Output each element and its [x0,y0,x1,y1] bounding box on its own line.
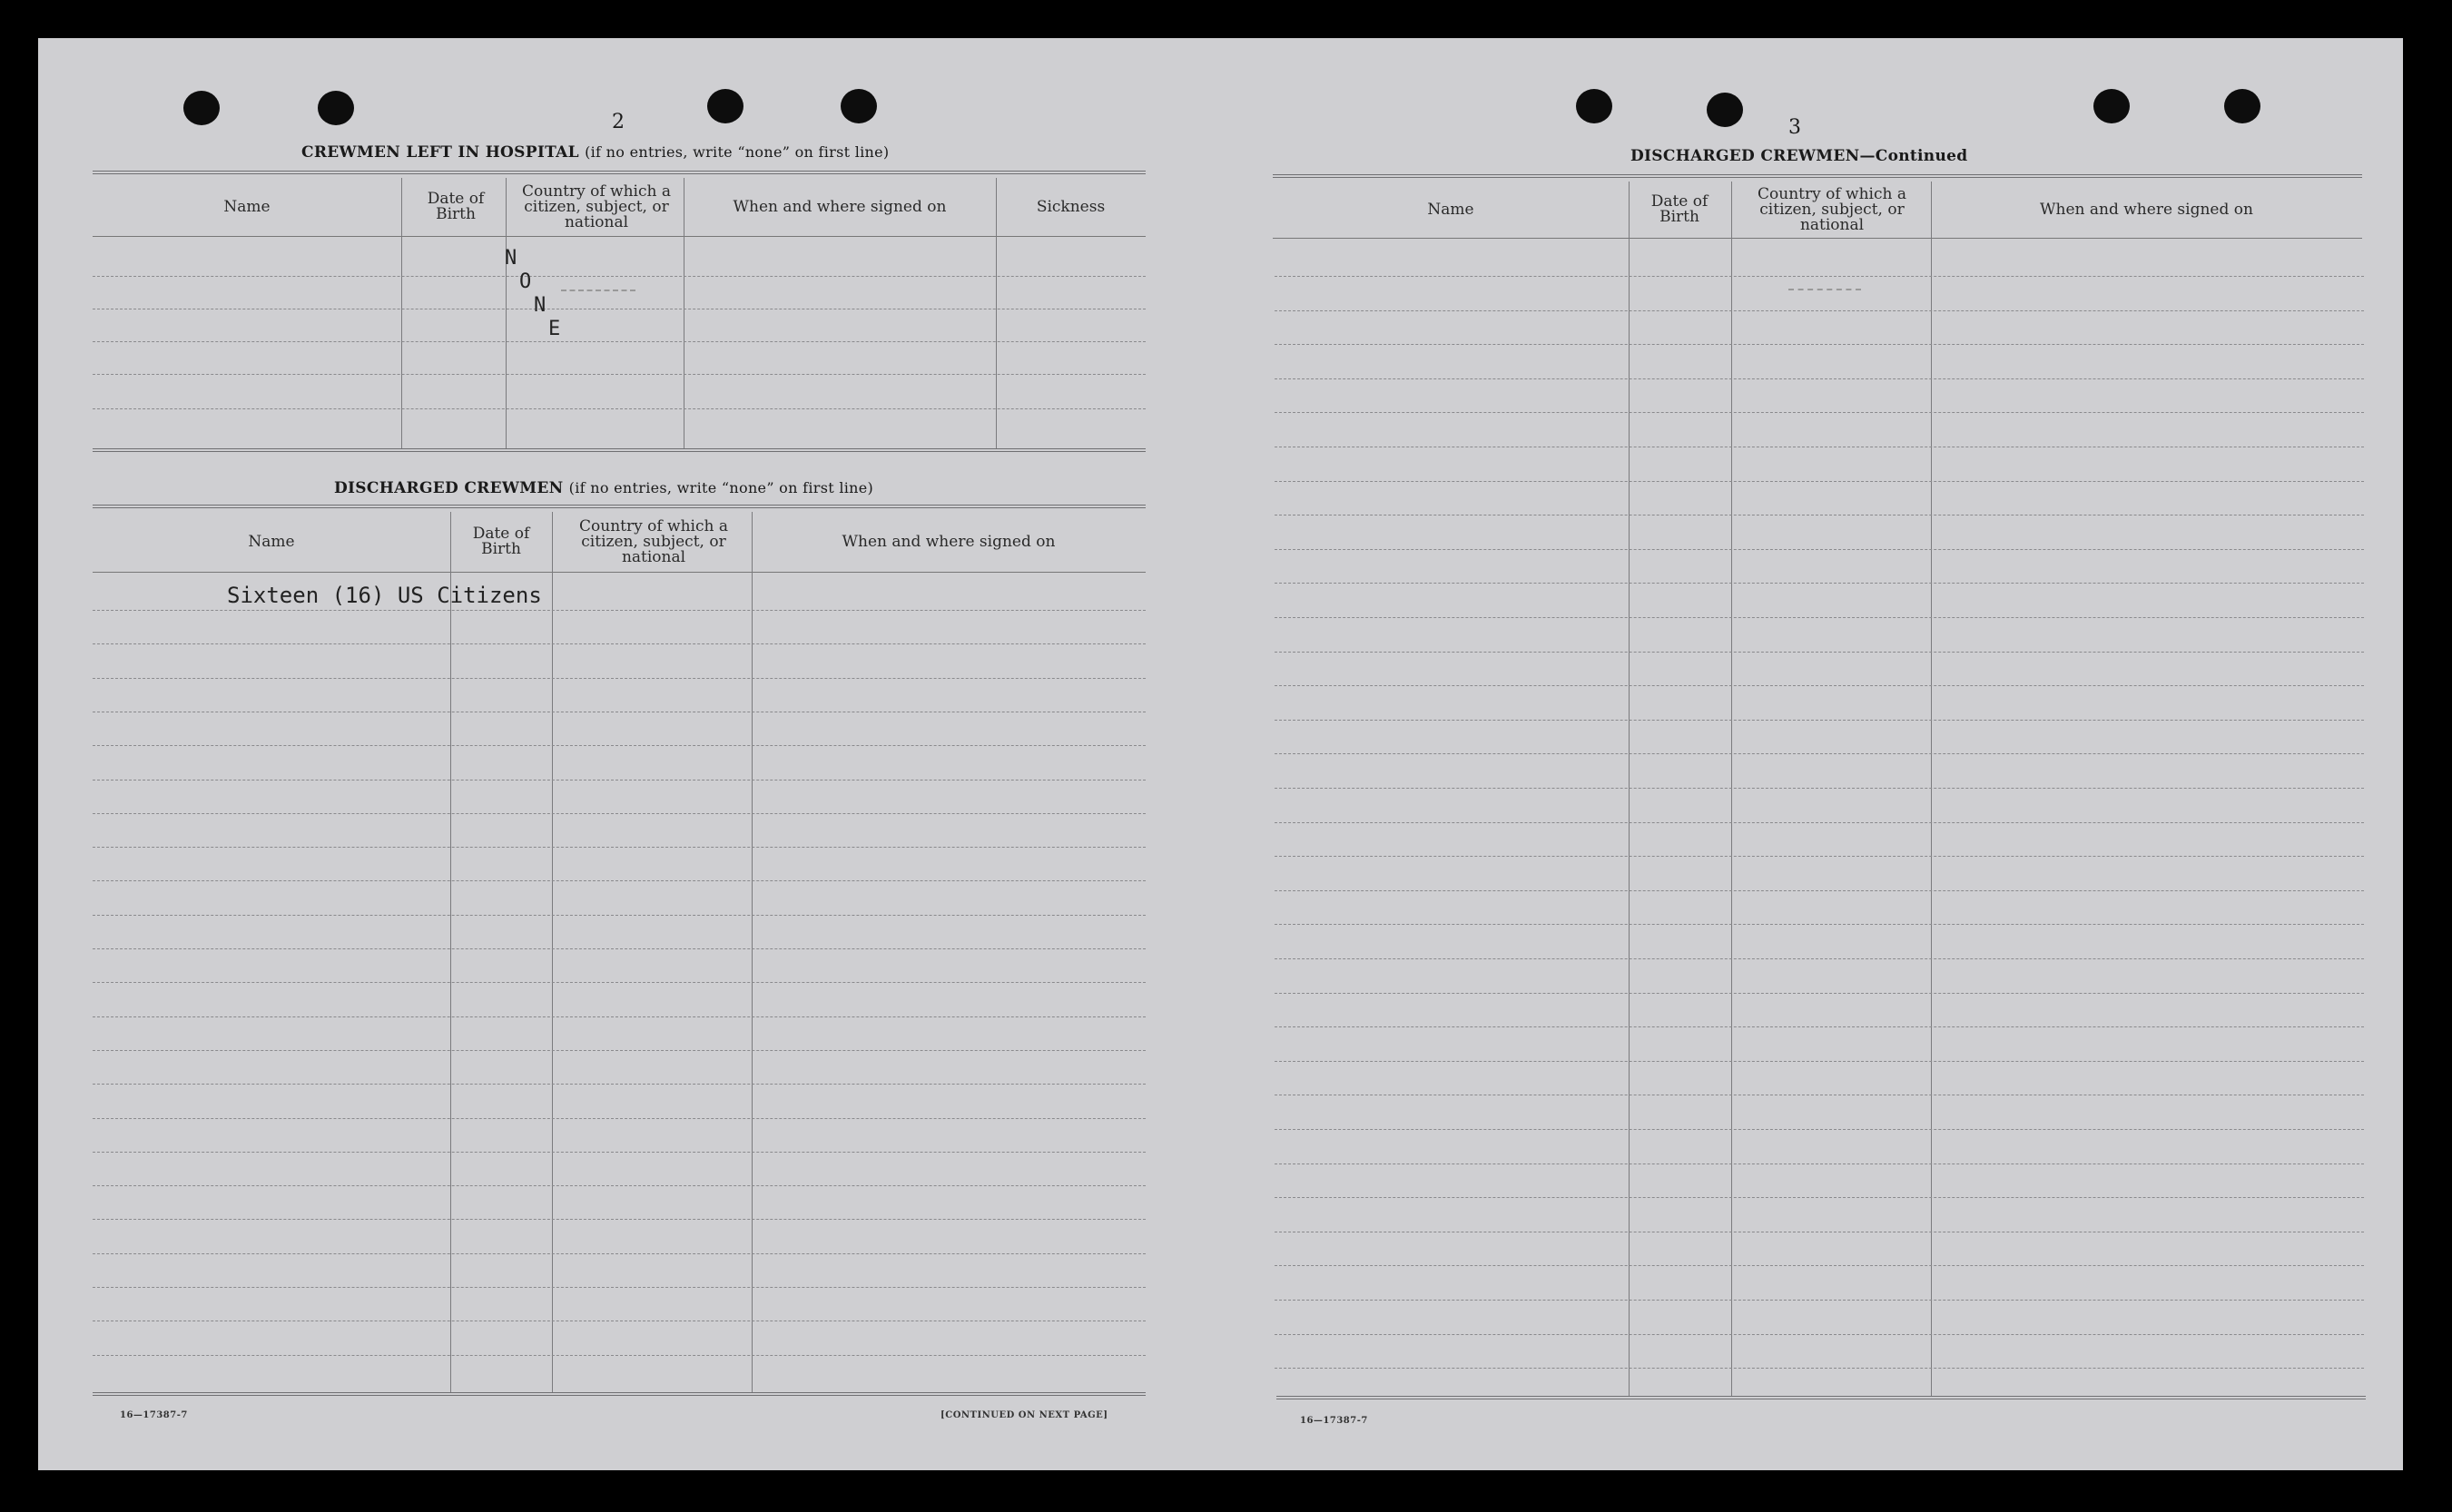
ruled-line [93,1016,1146,1017]
ruled-line [1275,1334,2364,1335]
column-header-date-of-birth: Date of Birth [427,190,485,223]
ruled-line [1275,720,2364,721]
ruled-line [93,1287,1146,1288]
punch-hole [841,89,877,123]
ruled-line [1275,1300,2364,1301]
discharged-entry: Sixteen (16) US Citizens [227,583,542,608]
none-letter: O [519,270,532,293]
hospital-section-instruction: (if no entries, write “none” on first line) [585,143,890,161]
ruled-line [93,1253,1146,1254]
ruled-line [1275,1026,2364,1027]
ruled-line [93,745,1146,746]
ruled-line [1275,924,2364,925]
ruled-line [1275,1368,2364,1369]
ruled-line [93,948,1146,949]
page-number-left: 2 [612,111,625,133]
ruled-line [1275,856,2364,857]
punch-hole [1707,93,1743,127]
column-header-date-of-birth: Date of Birth [472,525,530,558]
ruled-line [1275,549,2364,550]
document-sheet [38,38,2403,1470]
form-number-left: 16—17387-7 [120,1410,188,1420]
none-letter: N [505,247,517,270]
column-header-name: Name [248,532,295,551]
column-header-signed-on: When and where signed on [842,532,1056,551]
ruled-line [1275,685,2364,686]
none-letter: N [534,294,547,317]
ruled-line [1275,344,2364,345]
ruled-line [1275,276,2364,277]
ruled-line [93,1084,1146,1085]
ruled-line [1275,481,2364,482]
punch-hole [2224,89,2260,123]
ruled-line [93,610,1146,611]
continued-note: [CONTINUED ON NEXT PAGE] [940,1410,1108,1420]
ruled-line [1275,652,2364,653]
ruled-line [1275,412,2364,413]
punch-hole [318,91,354,125]
ruled-line [93,678,1146,679]
ruled-line [1275,583,2364,584]
column-header-country: Country of which a citizen, subject, or national [522,182,671,231]
punch-hole [1576,89,1612,123]
ruled-line [1275,822,2364,823]
ruled-line [1275,378,2364,379]
strike-mark [1788,289,1861,290]
ruled-line [1275,310,2364,311]
ruled-line [93,1219,1146,1220]
ruled-line [1275,993,2364,994]
ruled-line [93,880,1146,881]
ruled-line [93,1185,1146,1186]
ruled-line [1275,1129,2364,1130]
column-header-country: Country of which a citizen, subject, or national [579,516,728,566]
ruled-line [93,1050,1146,1051]
ruled-line [1275,1061,2364,1062]
ruled-line [1275,1163,2364,1164]
strike-mark [561,290,635,291]
ruled-line [93,643,1146,644]
ruled-line [1275,753,2364,754]
ruled-line [1275,958,2364,959]
punch-hole [183,91,220,125]
form-number-right: 16—17387-7 [1300,1416,1368,1426]
column-header-name: Name [223,197,271,216]
ruled-line [93,915,1146,916]
column-header-name: Name [1427,200,1474,219]
ruled-line [93,1355,1146,1356]
column-header-signed-on: When and where signed on [733,197,947,216]
ruled-line [93,1152,1146,1153]
ruled-line [93,813,1146,814]
discharged-section-title: DISCHARGED CREWMEN (if no entries, write “none” on first line) [334,479,874,497]
ruled-line [93,847,1146,848]
hospital-section-title: CREWMEN LEFT IN HOSPITAL (if no entries, write “none” on first line) [301,143,890,162]
right-section-title: DISCHARGED CREWMEN—Continued [1630,147,1968,165]
page-number-right: 3 [1788,116,1801,139]
discharged-section-instruction: (if no entries, write “none” on first line) [568,479,874,496]
ruled-line [93,982,1146,983]
ruled-line [1275,1197,2364,1198]
ruled-line [1275,617,2364,618]
column-header-sickness: Sickness [1036,197,1106,216]
column-header-signed-on: When and where signed on [2040,200,2253,219]
column-header-country: Country of which a citizen, subject, or national [1758,184,1906,234]
punch-hole [707,89,743,123]
ruled-line [93,780,1146,781]
ruled-line [1275,788,2364,789]
ruled-line [93,1118,1146,1119]
column-header-date-of-birth: Date of Birth [1650,192,1709,226]
none-letter: E [548,318,561,340]
punch-hole [2093,89,2130,123]
ruled-line [1275,890,2364,891]
ruled-line [1275,1265,2364,1266]
